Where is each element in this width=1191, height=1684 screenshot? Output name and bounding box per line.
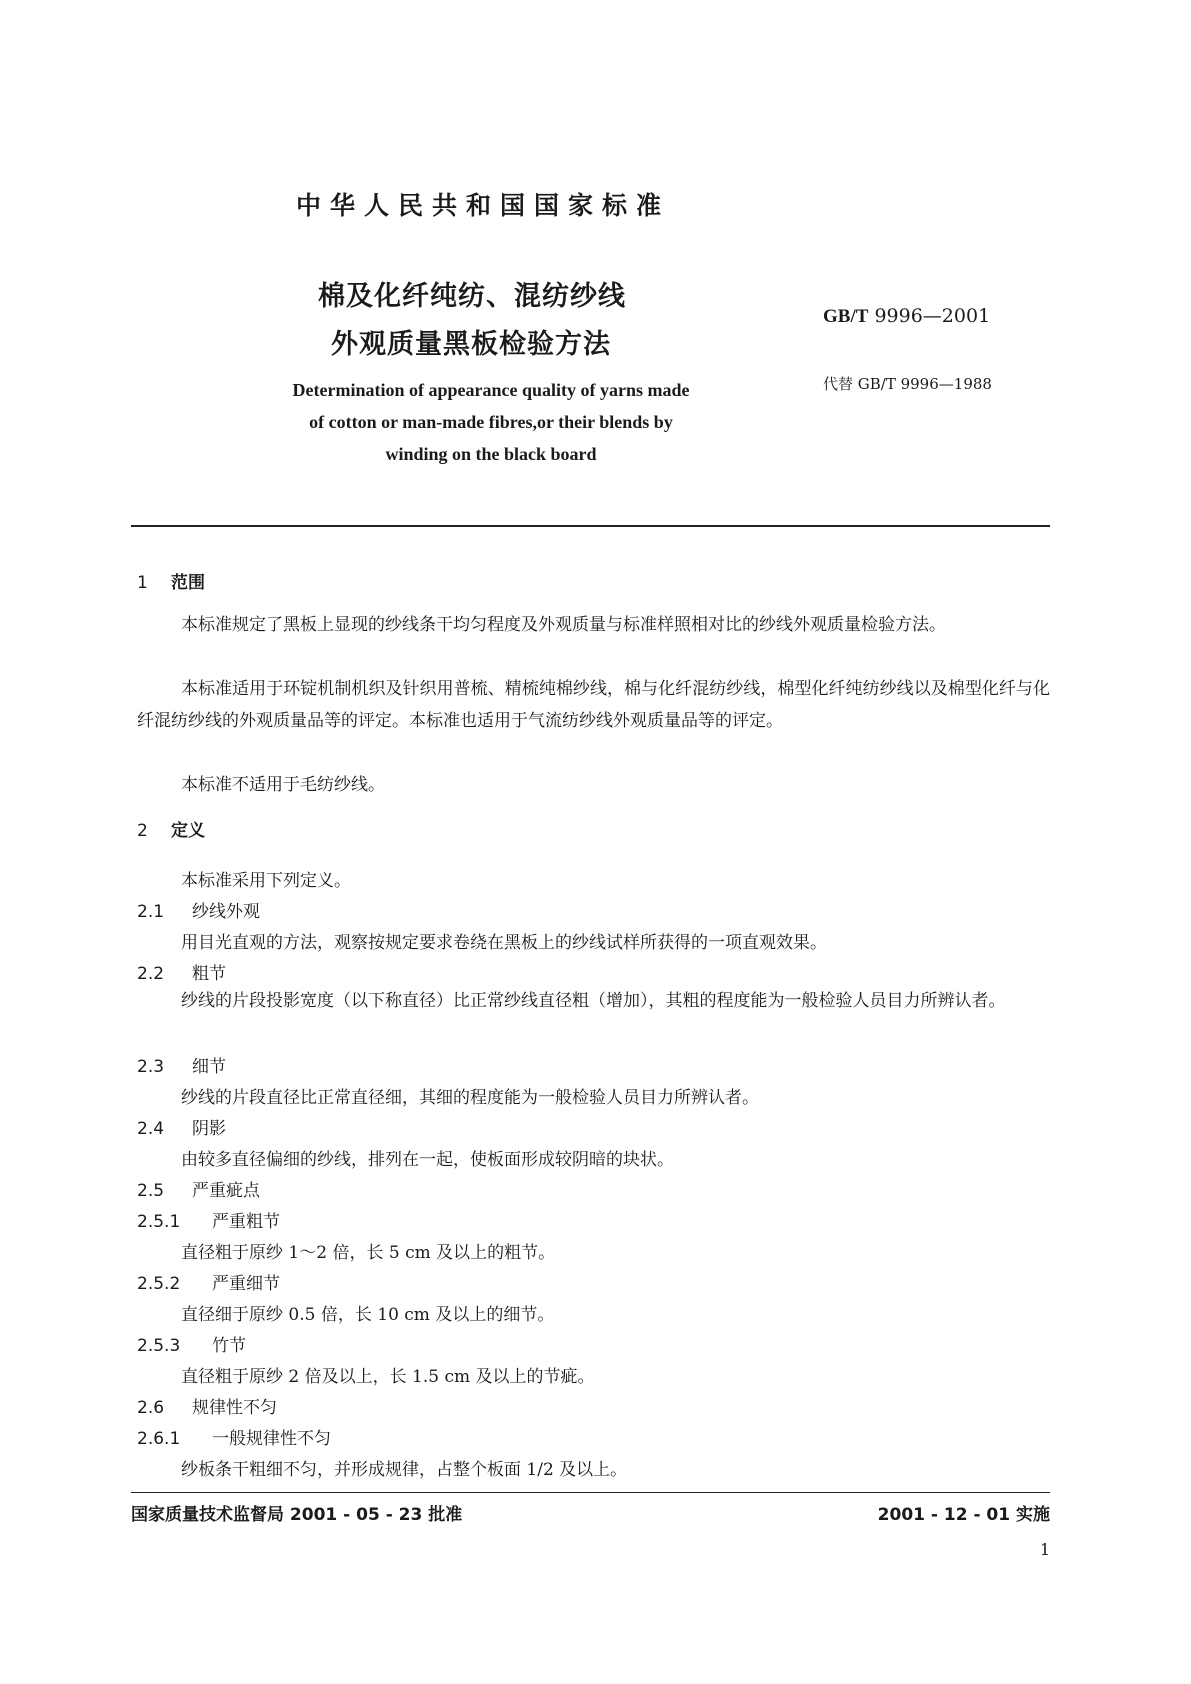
standard-number	[823, 305, 990, 328]
section-1-paragraph-3: 本标准不适用于毛纺纱线。	[181, 775, 385, 795]
clause-2-3-text: 纱线的片段直径比正常直径细，其细的程度能为一般检验人员目力所辨认者。	[181, 1088, 759, 1108]
clause-number: 2.6.1	[137, 1429, 181, 1449]
clause-2-4	[137, 1114, 226, 1139]
clause-2-5-2-text: 直径细于原纱 0.5 倍，长 10 cm 及以上的细节。	[181, 1305, 555, 1325]
clause-2-3	[137, 1052, 226, 1077]
section-1-heading	[137, 568, 205, 593]
english-title-line-2: of cotton or man-made fibres,or their blends by	[309, 412, 673, 432]
section-1-number: 1	[137, 573, 148, 593]
clause-title: 细节	[192, 1057, 226, 1077]
clause-2-5-3-text: 直径粗于原纱 2 倍及以上，长 1.5 cm 及以上的节疵。	[181, 1367, 595, 1387]
section-2-intro: 本标准采用下列定义。	[181, 871, 351, 891]
clause-number: 2.5.1	[137, 1212, 181, 1232]
section-2-title: 定义	[171, 821, 205, 841]
english-title-line-1: Determination of appearance quality of yarns made	[292, 380, 690, 400]
clause-2-4-text: 由较多直径偏细的纱线，排列在一起，使板面形成较阴暗的块状。	[181, 1150, 674, 1170]
clause-number: 2.2	[137, 964, 165, 984]
standard-title-line-1: 棉及化纤纯纺、混纺纱线	[318, 281, 626, 312]
english-title-line-3: winding on the black board	[385, 444, 597, 464]
replaces-standard: 代替 GB/T 9996—1988	[823, 375, 992, 393]
clause-title: 阴影	[192, 1119, 226, 1139]
header-divider	[131, 525, 1050, 527]
clause-2-6-1-text: 纱板条干粗细不匀，并形成规律，占整个板面 1/2 及以上。	[181, 1460, 628, 1480]
clause-number: 2.5	[137, 1181, 165, 1201]
clause-2-5-1	[137, 1207, 280, 1232]
clause-number: 2.5.3	[137, 1336, 181, 1356]
clause-2-5	[137, 1176, 260, 1201]
footer-divider	[131, 1492, 1050, 1493]
standard-number-value: 9996—2001	[874, 305, 991, 327]
section-1-paragraph-1: 本标准规定了黑板上显现的纱线条干均匀程度及外观质量与标准样照相对比的纱线外观质量检验方法。	[181, 615, 946, 635]
clause-title: 一般规律性不匀	[212, 1429, 331, 1449]
section-2-number: 2	[137, 821, 148, 841]
section-1-title: 范围	[171, 573, 205, 593]
clause-2-1	[137, 897, 260, 922]
national-standard-heading: 中华人民共和国国家标准	[296, 191, 671, 220]
implementation-date: 2001 - 12 - 01 实施	[877, 1505, 1050, 1525]
clause-title: 严重粗节	[212, 1212, 280, 1232]
clause-2-1-text: 用目光直观的方法，观察按规定要求卷绕在黑板上的纱线试样所获得的一项直观效果。	[181, 933, 827, 953]
clause-number: 2.6	[137, 1398, 165, 1418]
clause-title: 严重细节	[212, 1274, 280, 1294]
section-1-paragraph-2: 本标准适用于环锭机制机织及针织用普梳、精梳纯棉纱线，棉与化纤混纺纱线，棉型化纤纯纺纱线以及棉型化纤与化纤混纺纱线的外观质量品等的评定。本标准也适用于气流纺纱线外观质量品等的评定。	[137, 679, 1050, 731]
clause-2-5-1-text: 直径粗于原纱 1～2 倍，长 5 cm 及以上的粗节。	[181, 1243, 556, 1263]
standard-title-line-2: 外观质量黑板检验方法	[331, 329, 611, 360]
clause-title: 粗节	[192, 964, 226, 984]
clause-2-6	[137, 1393, 277, 1418]
clause-number: 2.3	[137, 1057, 165, 1077]
clause-2-5-2	[137, 1269, 280, 1294]
section-2-heading	[137, 816, 205, 841]
clause-2-2	[137, 959, 226, 984]
clause-2-6-1	[137, 1424, 331, 1449]
page-number: 1	[1039, 1540, 1050, 1559]
approval-date: 国家质量技术监督局 2001 - 05 - 23 批准	[131, 1505, 463, 1525]
clause-2-5-3	[137, 1331, 246, 1356]
clause-number: 2.1	[137, 902, 165, 922]
clause-number: 2.4	[137, 1119, 165, 1139]
clause-title: 严重疵点	[192, 1181, 260, 1201]
standard-prefix: GB/T	[823, 306, 869, 327]
clause-title: 纱线外观	[192, 902, 260, 922]
clause-number: 2.5.2	[137, 1274, 181, 1294]
clause-title: 竹节	[212, 1336, 246, 1356]
clause-title: 规律性不匀	[192, 1398, 277, 1418]
clause-2-2-text: 纱线的片段投影宽度（以下称直径）比正常纱线直径粗（增加），其粗的程度能为一般检验人员目力所辨认者。	[181, 991, 1006, 1011]
